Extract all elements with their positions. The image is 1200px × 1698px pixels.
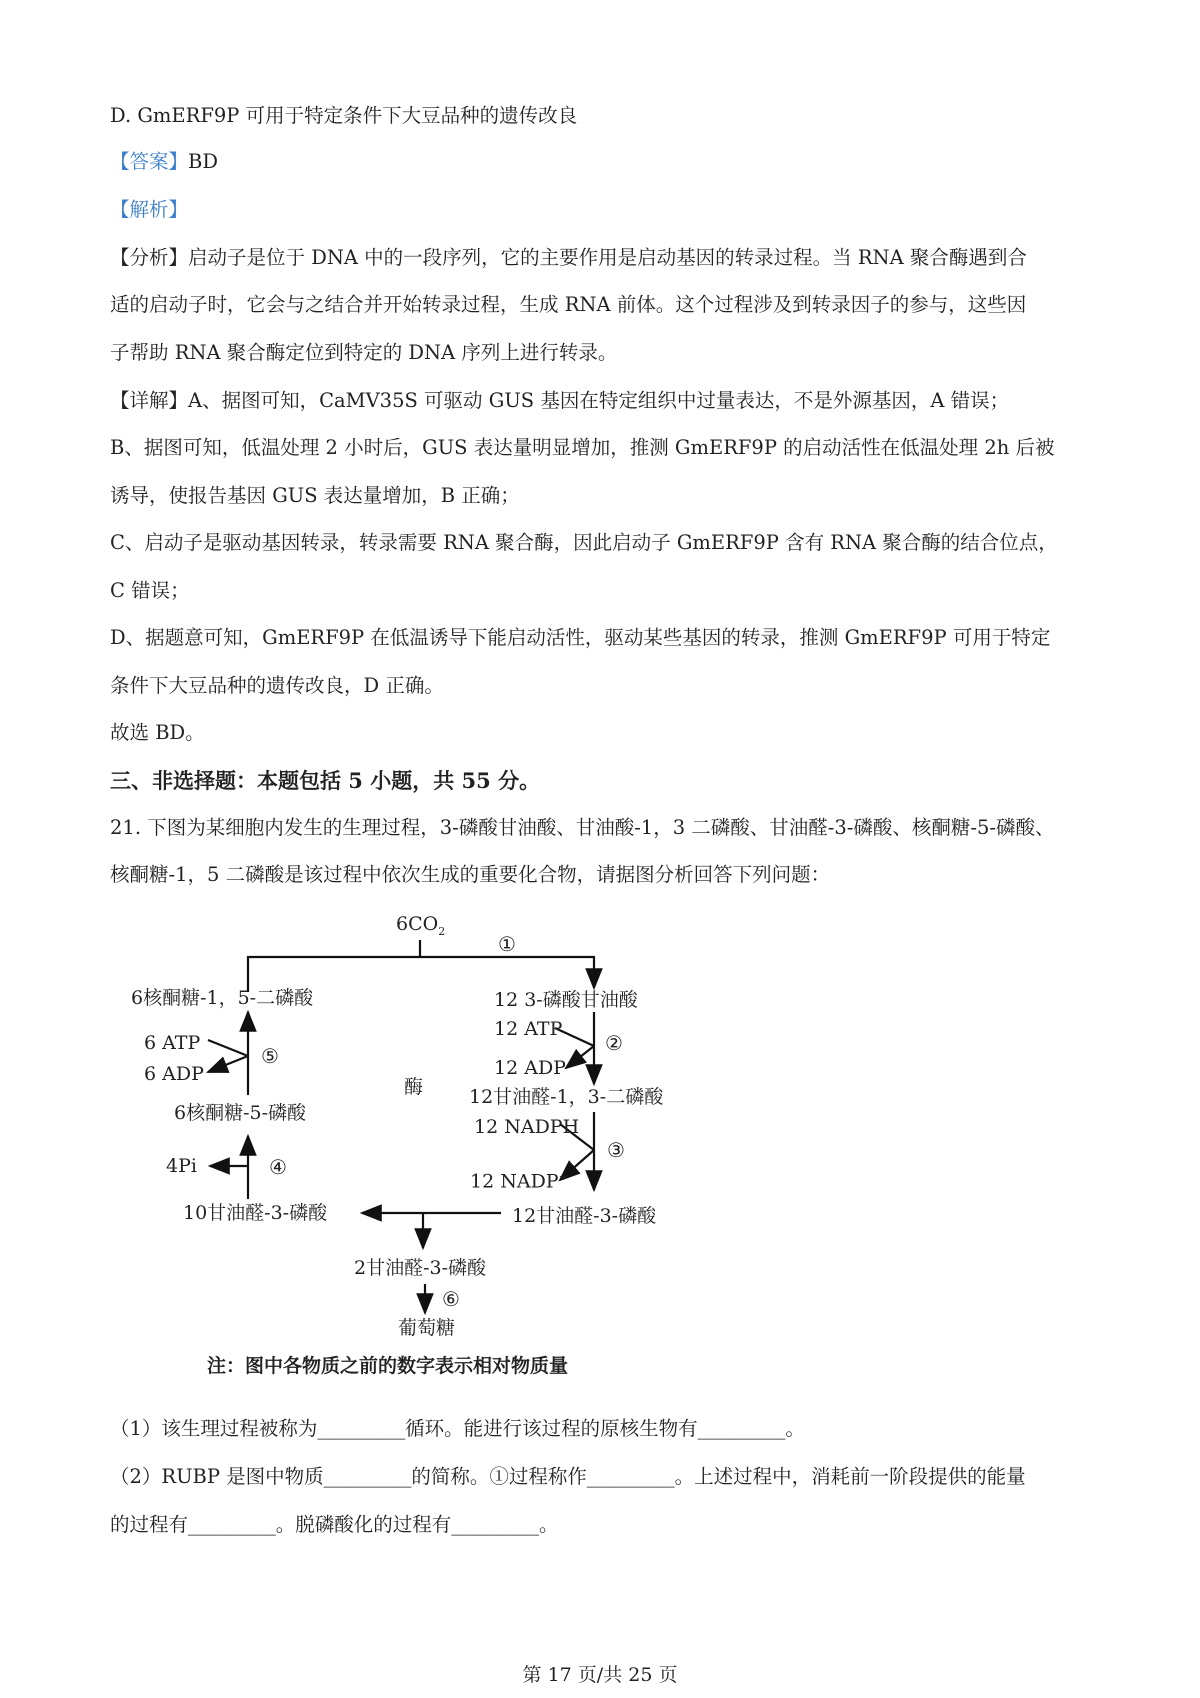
sub-question-2-cont: 的过程有_________。脱磷酸化的过程有_________。 (110, 1513, 559, 1536)
answer-value: BD (188, 150, 218, 173)
co2-text: 6CO (396, 913, 439, 935)
glucose-label: 葡萄糖 (398, 1317, 456, 1339)
body-line: 故选 BD。 (110, 721, 205, 744)
body-line: B、据图可知，低温处理 2 小时后，GUS 表达量明显增加，推测 GmERF9P 的启动活性在低温处理 2h 后被 (110, 436, 1055, 459)
enzyme-label: 酶 (404, 1076, 424, 1098)
ru5p-label: 6核酮糖-5-磷酸 (174, 1102, 307, 1124)
atp6-label: 6 ATP (144, 1032, 201, 1054)
rubp-label: 6核酮糖-1，5-二磷酸 (131, 987, 314, 1009)
body-line: D、据题意可知，GmERF9P 在低温诱导下能启动活性，驱动某些基因的转录，推测 GmERF9P 可用于特定 (110, 626, 1051, 649)
step-1: ① (498, 932, 516, 956)
body-line: C、启动子是驱动基因转录，转录需要 RNA 聚合酶，因此启动子 GmERF9P 含有 RNA 聚合酶的结合位点， (110, 531, 1058, 554)
nadp-superscript: + (558, 1170, 568, 1183)
nadph-label: 12 NADPH (474, 1116, 580, 1138)
co2-label (396, 913, 445, 943)
g3p12-label: 12甘油醛-3-磷酸 (512, 1205, 657, 1227)
nadp-label (470, 1166, 568, 1192)
page-footer: 第 17 页/共 25 页 (522, 1664, 678, 1686)
question-line: 核酮糖-1，5 二磷酸是该过程中依次生成的重要化合物，请据图分析回答下列问题： (110, 863, 831, 886)
body-line: 适的启动子时，它会与之结合并开始转录过程，生成 RNA 前体。这个过程涉及到转录因子的参与，这些因 (110, 293, 1027, 316)
section-heading: 三、非选择题：本题包括 5 小题，共 55 分。 (110, 768, 541, 793)
body-line: 诱导，使报告基因 GUS 表达量增加，B 正确； (110, 484, 520, 507)
sub-question-2: （2）RUBP 是图中物质_________的简称。①过程称作_________。上述过程中，消耗前一阶段提供的能量 (110, 1465, 1026, 1488)
pga-label: 12 3-磷酸甘油酸 (494, 989, 638, 1011)
adp6-label: 6 ADP (144, 1063, 204, 1085)
analysis-tag: 【解析】 (110, 198, 189, 221)
body-line: 【详解】A、据图可知，CaMV35S 可驱动 GUS 基因在特定组织中过量表达，不是外源基因，A 错误； (110, 389, 1010, 412)
question-line: 21. 下图为某细胞内发生的生理过程，3-磷酸甘油酸、甘油酸-1，3 二磷酸、甘油醛-3-磷酸、核酮糖-5-磷酸、 (110, 816, 1055, 839)
g3p10-label: 10甘油醛-3-磷酸 (183, 1202, 328, 1224)
body-line: C 错误； (110, 579, 190, 602)
step-2: ② (605, 1031, 623, 1055)
step-6: ⑥ (442, 1287, 460, 1311)
body-line: 子帮助 RNA 聚合酶定位到特定的 DNA 序列上进行转录。 (110, 341, 618, 364)
body-line: 条件下大豆品种的遗传改良，D 正确。 (110, 674, 444, 697)
answer-tag: 【答案】 (110, 150, 189, 173)
sub-question-1: （1）该生理过程被称为_________循环。能进行该过程的原核生物有_________。 (110, 1417, 805, 1440)
body-line: 【分析】启动子是位于 DNA 中的一段序列，它的主要作用是启动基因的转录过程。当 RNA 聚合酶遇到合 (110, 246, 1027, 269)
adp12-label: 12 ADP (494, 1057, 566, 1079)
co2-subscript: 2 (438, 924, 446, 938)
step-4: ④ (269, 1155, 287, 1179)
atp12-label: 12 ATP (494, 1018, 563, 1040)
nadp-text: 12 NADP (470, 1170, 559, 1193)
diagram-note: 注：图中各物质之前的数字表示相对物质量 (207, 1355, 569, 1377)
g3p2-label: 2甘油醛-3-磷酸 (354, 1257, 487, 1279)
step-3: ③ (607, 1138, 625, 1162)
pi-label: 4Pi (166, 1155, 197, 1177)
step-5: ⑤ (261, 1044, 279, 1068)
option-d: D. GmERF9P 可用于特定条件下大豆品种的遗传改良 (110, 104, 578, 127)
bpg-label: 12甘油醛-1，3-二磷酸 (469, 1086, 664, 1108)
